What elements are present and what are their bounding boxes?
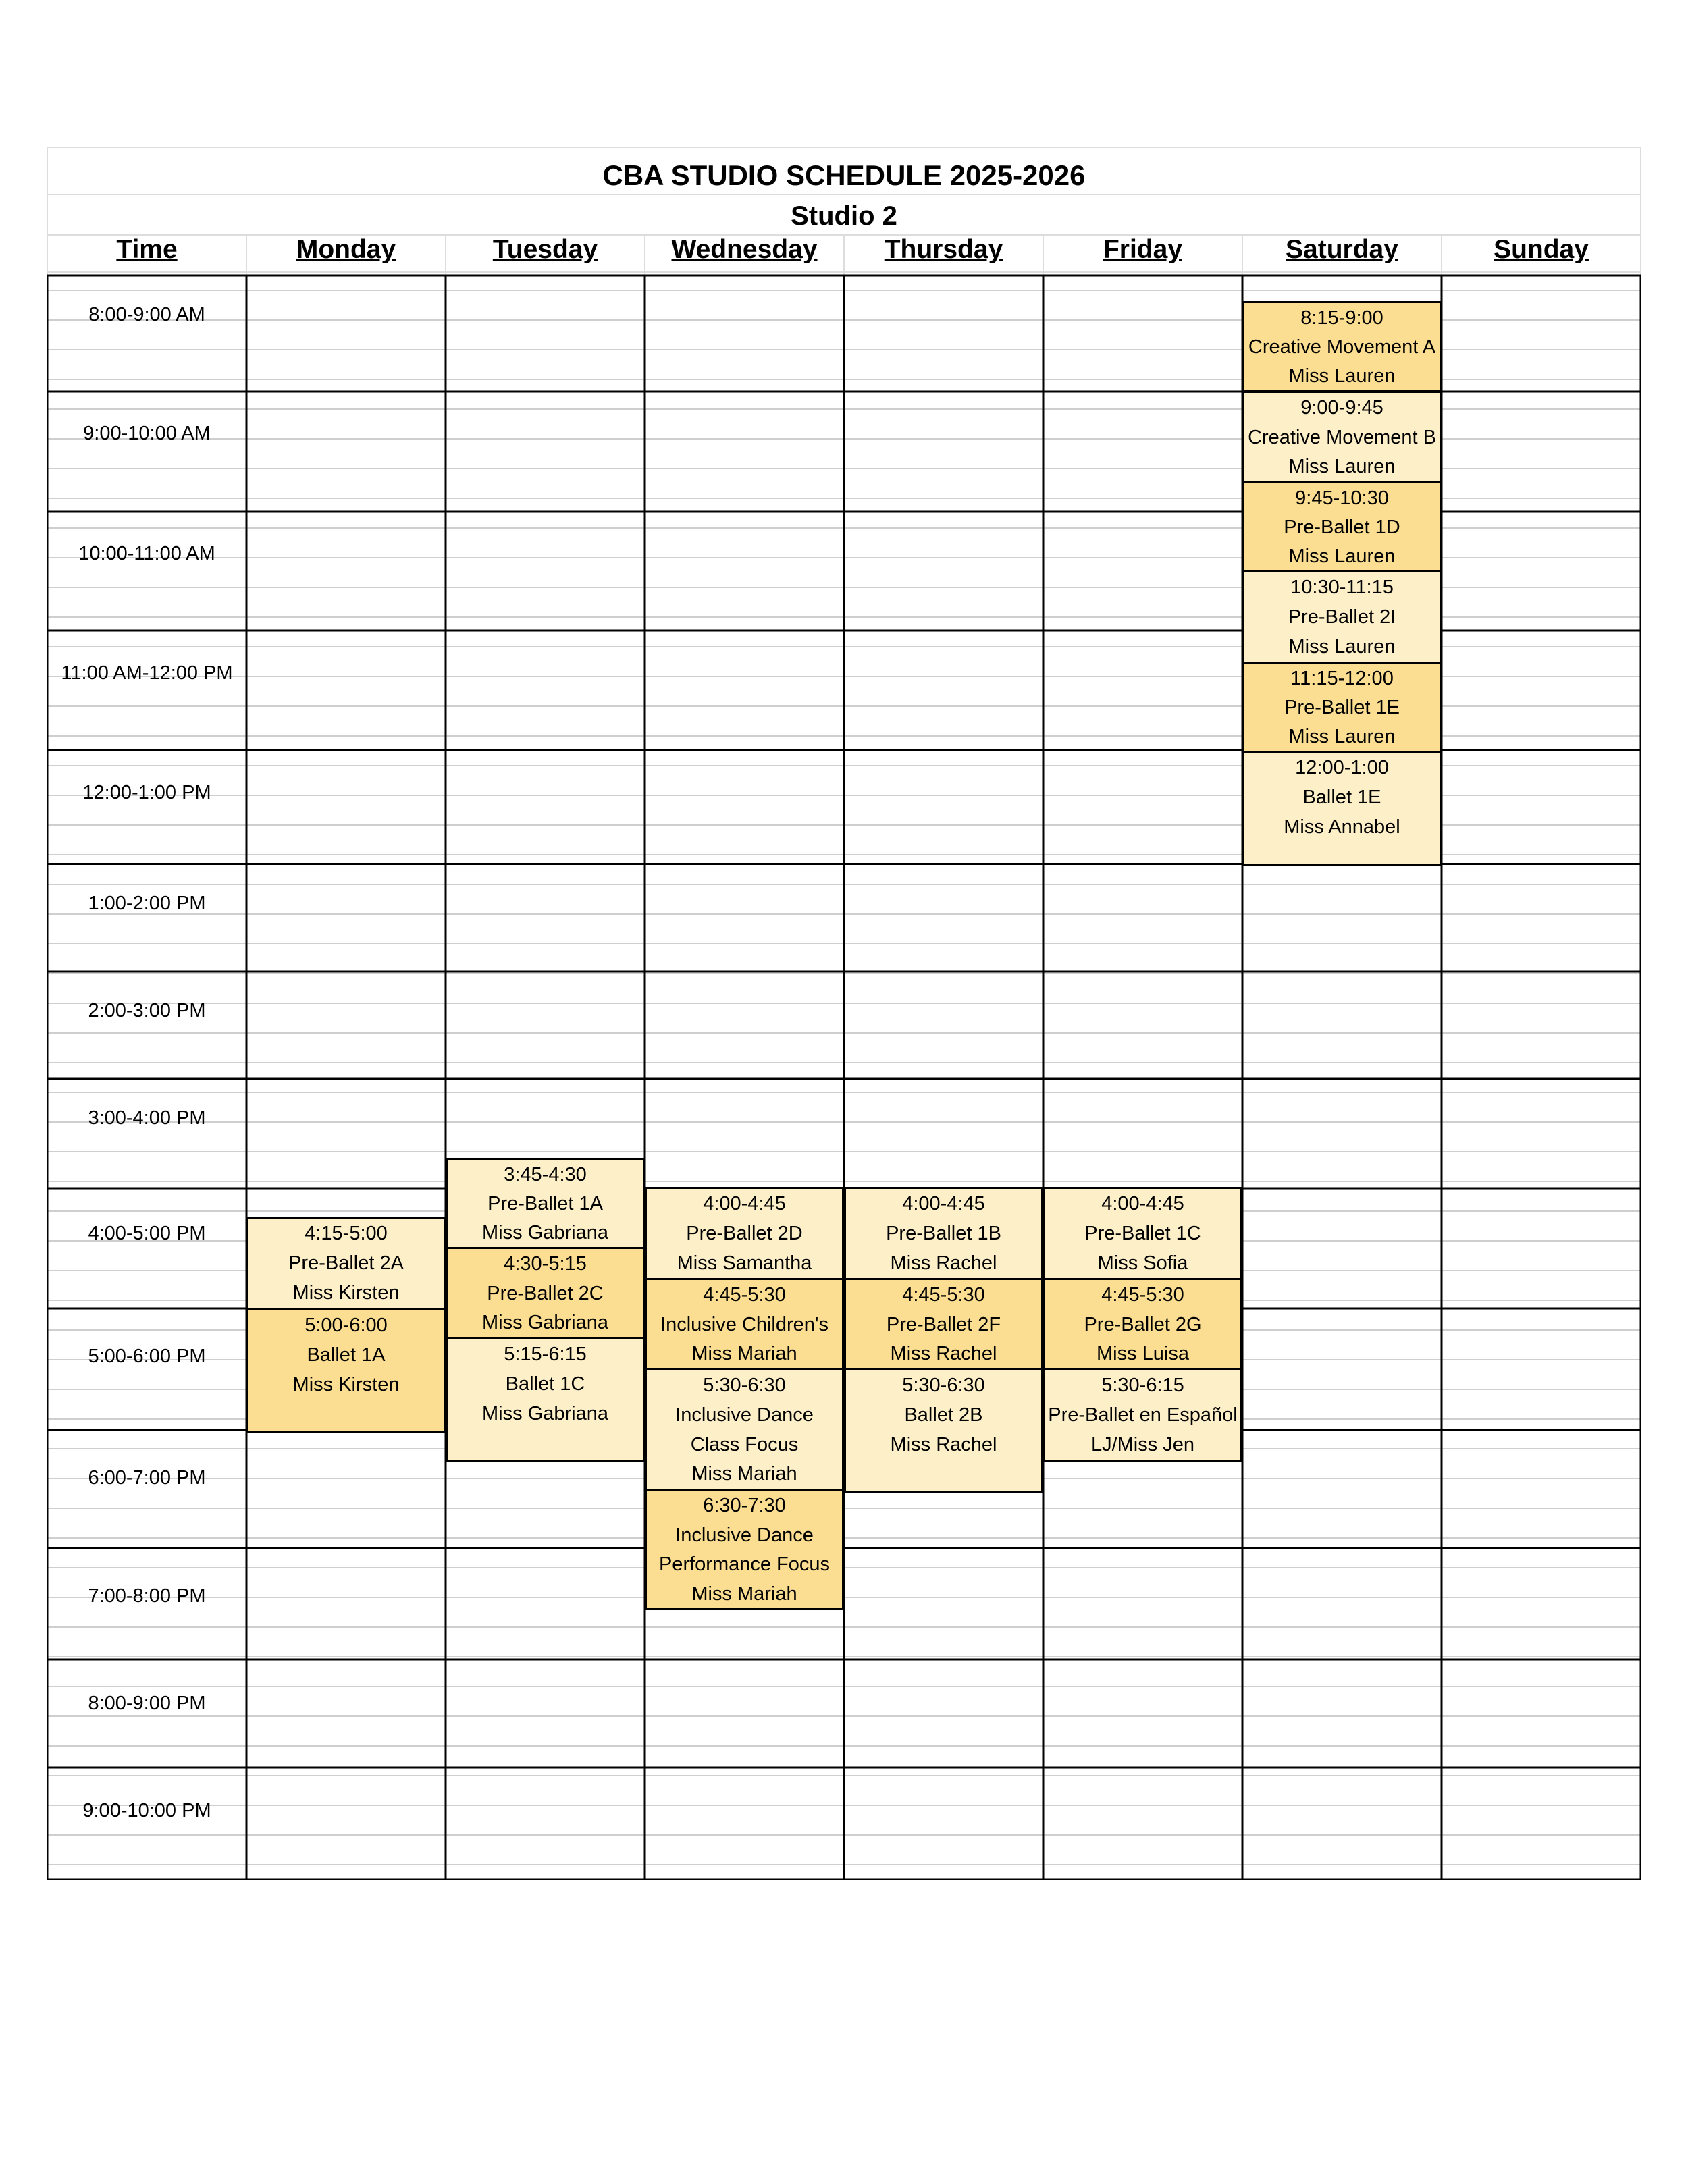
time-slot-label: 8:00-9:00 PM [88,1693,206,1714]
class-teacher: Miss Mariah [691,1582,797,1605]
class-time: 4:00-4:45 [703,1193,786,1215]
class-teacher: Miss Luisa [1097,1343,1189,1365]
class-teacher: Miss Annabel [1284,816,1400,838]
class-name: Ballet 2B [904,1404,983,1426]
class-teacher: LJ/Miss Jen [1090,1434,1195,1456]
class-teacher: Miss Samantha [677,1252,812,1274]
class-time: 5:30-6:30 [703,1375,786,1396]
class-teacher: Miss Lauren [1288,365,1396,387]
class-teacher: Miss Rachel [890,1252,997,1274]
time-slot-label: 12:00-1:00 PM [82,782,211,803]
class-time: 4:45-5:30 [902,1284,985,1306]
class-block [645,1368,844,1491]
header-tuesday: Tuesday [492,235,598,264]
class-name: Pre-Ballet 2C [487,1282,604,1304]
class-time: 5:30-6:30 [902,1375,985,1396]
class-name: Pre-Ballet 2F [886,1313,1001,1335]
class-block [446,1247,645,1339]
class-name: Inclusive Children's [660,1313,828,1335]
time-slot-label: 6:00-7:00 PM [88,1467,206,1489]
class-block [1043,1368,1242,1462]
class-block [446,1158,645,1249]
class-time: 5:30-6:15 [1101,1375,1184,1396]
header-saturday: Saturday [1286,235,1398,264]
header-monday: Monday [296,235,396,264]
class-time: 4:00-4:45 [1101,1193,1184,1215]
header-thursday: Thursday [884,235,1003,264]
class-time: 11:15-12:00 [1290,668,1394,689]
time-slot-label: 10:00-11:00 AM [78,543,215,564]
schedule-title: CBA STUDIO SCHEDULE 2025-2026 [602,159,1086,191]
class-time: 8:15-9:00 [1300,307,1383,329]
class-block [844,1368,1043,1493]
class-time: 4:15-5:00 [305,1223,388,1244]
class-name: Pre-Ballet 1B [886,1223,1001,1244]
time-slot-label: 2:00-3:00 PM [88,1000,206,1021]
class-name: Inclusive Dance [675,1524,814,1546]
class-time: 5:15-6:15 [504,1343,587,1365]
header-wednesday: Wednesday [671,235,818,264]
time-slot-label: 11:00 AM-12:00 PM [61,662,233,684]
class-teacher: Miss Mariah [691,1463,797,1485]
class-block [1242,481,1442,572]
class-time: 12:00-1:00 [1295,757,1389,778]
class-block [844,1278,1043,1370]
class-time: 4:00-4:45 [902,1193,985,1215]
time-slot-label: 3:00-4:00 PM [88,1107,206,1129]
class-name: Inclusive Dance [675,1404,814,1426]
class-name: Pre-Ballet 1C [1084,1223,1201,1244]
class-name: Ballet 1A [307,1344,386,1366]
class-block [645,1278,844,1370]
class-name: Pre-Ballet en Español [1048,1404,1238,1426]
studio-subtitle: Studio 2 [791,201,897,231]
class-name: Creative Movement A [1248,336,1436,358]
class-name-line2: Performance Focus [658,1553,830,1575]
class-teacher: Miss Lauren [1288,636,1396,658]
class-name: Ballet 1E [1302,787,1381,808]
class-time: 6:30-7:30 [703,1495,786,1516]
class-time: 4:30-5:15 [504,1253,587,1275]
class-block [1242,751,1442,866]
class-time: 3:45-4:30 [504,1164,587,1186]
class-block [1242,301,1442,392]
time-slot-label: 9:00-10:00 PM [82,1800,211,1821]
time-slot-label: 5:00-6:00 PM [88,1346,206,1367]
class-block [246,1308,446,1433]
class-name: Pre-Ballet 2A [288,1252,404,1274]
class-teacher: Miss Kirsten [292,1282,400,1304]
class-teacher: Miss Mariah [691,1343,797,1365]
class-time: 4:45-5:30 [1101,1284,1184,1306]
class-block [645,1187,844,1280]
class-block [844,1187,1043,1280]
class-block [1242,391,1442,483]
time-slot-label: 4:00-5:00 PM [88,1223,206,1244]
time-slot-label: 9:00-10:00 AM [83,423,211,444]
class-teacher: Miss Kirsten [292,1374,400,1395]
class-teacher: Miss Rachel [890,1434,997,1456]
class-time: 4:45-5:30 [703,1284,786,1306]
class-name: Pre-Ballet 2I [1288,606,1396,628]
class-name-line2: Class Focus [690,1433,799,1456]
header-friday: Friday [1103,235,1183,264]
class-name: Creative Movement B [1248,426,1436,448]
class-block [1043,1278,1242,1370]
class-teacher: Miss Lauren [1288,726,1396,747]
time-slot-label: 8:00-9:00 AM [88,304,205,325]
class-teacher: Miss Lauren [1288,545,1396,567]
class-name: Pre-Ballet 2D [686,1223,803,1244]
class-time: 5:00-6:00 [305,1314,388,1336]
class-block [446,1337,645,1462]
class-name: Pre-Ballet 1D [1284,516,1400,538]
class-teacher: Miss Lauren [1288,456,1396,478]
header-time: Time [116,235,178,264]
class-teacher: Miss Gabriana [482,1403,608,1424]
class-time: 9:45-10:30 [1295,487,1389,509]
class-name: Pre-Ballet 1E [1284,697,1400,718]
class-name: Ballet 1C [505,1373,585,1395]
schedule-sheet [47,147,1641,1880]
class-block [246,1217,446,1310]
class-time: 10:30-11:15 [1290,577,1394,598]
header-sunday: Sunday [1494,235,1589,264]
class-teacher: Miss Gabriana [482,1222,608,1244]
class-name: Pre-Ballet 1A [487,1193,603,1215]
time-slot-label: 1:00-2:00 PM [88,893,206,914]
class-name: Pre-Ballet 2G [1084,1313,1202,1335]
class-block [1242,662,1442,753]
class-block [1043,1187,1242,1280]
class-time: 9:00-9:45 [1300,397,1383,419]
class-block [645,1489,844,1610]
class-block [1242,570,1442,664]
class-teacher: Miss Gabriana [482,1312,608,1334]
time-slot-label: 7:00-8:00 PM [88,1585,206,1607]
class-teacher: Miss Sofia [1097,1252,1188,1274]
class-teacher: Miss Rachel [890,1343,997,1365]
